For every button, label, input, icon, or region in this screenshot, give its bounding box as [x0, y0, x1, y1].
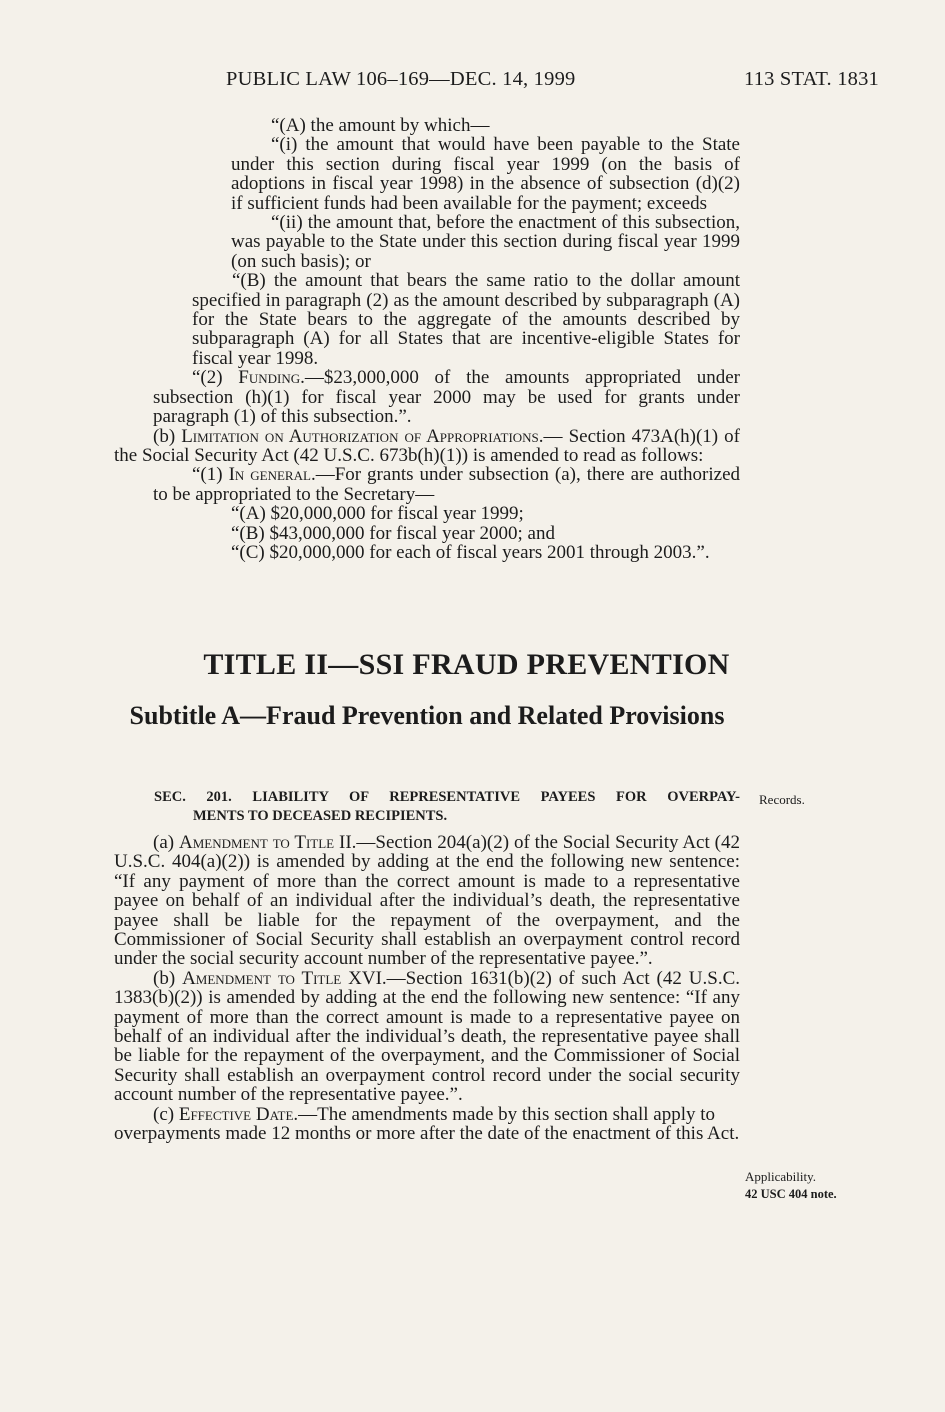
subsection-c: (c) Effective Date.—The amendments made by this section shall apply to overpayments made 12 months or more after the date of the enactment of this Act. [114, 1103, 740, 1145]
section-201-body [114, 833, 740, 1144]
paragraph-1-in-general: “(1) In general.—For grants under subsection (a), there are authorized to be appropriated to the Secretary— [153, 464, 741, 505]
item-a: “(A) $20,000,000 for fiscal year 1999; [231, 503, 524, 525]
section-201-heading [114, 788, 740, 826]
margin-note-records: Records. [759, 792, 805, 807]
item-b: “(B) $43,000,000 for fiscal year 2000; and [231, 522, 555, 544]
subsection-b: (b) Amendment to Title XVI.—Section 1631(b)(2) of such Act (42 U.S.C. 1383(b)(2)) is amended by adding at the end the following new sentence: “If any payment of more than the correct amount is made to a representative payee on behalf of an individual after the individual’s death, the representative payee shall be liable for the repayment of the overpayment, and the Commissioner of Social Security shall establish an overpayment control record under the social security account number of the representative payee.”. [114, 967, 741, 1106]
subsection-a: (a) Amendment to Title II.—Section 204(a)(2) of the Social Security Act (42 U.S.C. 404(a)(2)) is amended by adding at the end the following new sentence: “If any payment of more than the correct amount is made to a representative payee on behalf of an individual after the individual’s death, the representative payee shall be liable for the repayment of the overpayment, and the Commissioner of Social Security shall establish an overpayment control record under the social security account number of the representative payee.”. [114, 832, 740, 970]
title-heading: TITLE II—SSI FRAUD PREVENTION [203, 648, 730, 681]
clause-a-i: “(i) the amount that would have been payable to the State under this section during fiscal year 1999 (on the basis of adoptions in fiscal year 1998) in the absence of subsection (d)(2) if sufficient funds had been available for the payment; exceeds [231, 134, 740, 214]
margin-note-applicability: Applicability. [745, 1169, 817, 1184]
clause-b: “(B) the amount that bears the same ratio to the dollar amount specified in paragraph (2) as the amount described by subparagraph (A) for the State bears to the aggregate of the amounts described by subparagraph (A) for all States that are incentive-eligible States for fiscal year 1998. [192, 270, 740, 369]
subsection-b-label: Amendment to Title XVI [182, 967, 382, 989]
subsection-b-limitation: (b) Limitation on Authorization of Appropriations.— Section 473A(h)(1) of the Social Security Act (42 U.S.C. 673b(h)(1)) is amended to read as follows: [114, 425, 740, 466]
subsection-a-label: Amendment to Title II [178, 832, 352, 853]
header-public-law: PUBLIC LAW 106–169—DEC. 14, 1999 [226, 68, 576, 90]
limitation-label: Limitation on Authorization of Appropriations [181, 425, 539, 447]
clause-a-intro: “(A) the amount by which— [271, 115, 490, 136]
subtitle-heading: Subtitle A—Fraud Prevention and Related Provisions [129, 701, 725, 730]
continued-text [114, 116, 740, 562]
section-heading-line1: SEC. 201. LIABILITY OF REPRESENTATIVE PAYEES FOR OVERPAY- [154, 789, 740, 805]
clause-a-ii: “(ii) the amount that, before the enactment of this subsection, was payable to the State under this section during fiscal year 1999 (on such basis); or [231, 212, 740, 272]
margin-note-usc: 42 USC 404 note. [745, 1187, 837, 1201]
header-stat-page: 113 STAT. 1831 [744, 68, 879, 90]
in-general-label: In general [228, 464, 311, 486]
section-heading-line2: MENTS TO DECEASED RECIPIENTS. [193, 808, 448, 824]
subsection-c-label: Effective Date [178, 1103, 294, 1125]
item-c: “(C) $20,000,000 for each of fiscal years 2001 through 2003.”. [231, 541, 710, 563]
paragraph-2-funding: “(2) Funding.—$23,000,000 of the amounts appropriated under subsection (h)(1) for fiscal year 2000 may be used for grants under paragraph (1) of this subsection.”. [153, 367, 740, 428]
funding-label: Funding [238, 367, 301, 389]
